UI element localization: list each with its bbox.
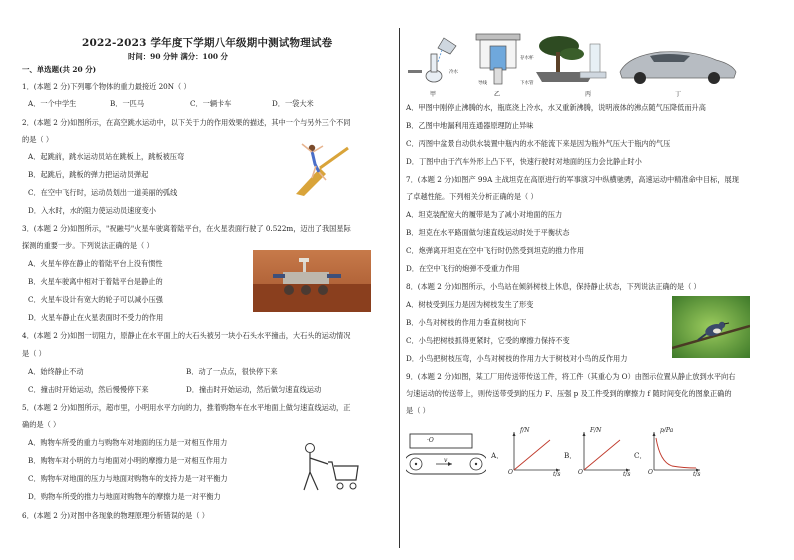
bonsai-figure — [536, 36, 606, 82]
diver-figure — [290, 138, 352, 198]
q8-option-c: C．小鸟把树枝抓得更紧时，它受的摩擦力保持不变 — [406, 336, 570, 345]
car-figure — [620, 52, 736, 84]
q4-option-c: C．撞击时开始运动，然后慢慢停下来 — [28, 385, 149, 394]
q3-stem: 3．(本题 2 分)如图所示，"祝融号"火星车驶离着陆平台，在火星表面行驶了 0.522m，迈出了我国星际 — [22, 224, 351, 233]
fig-small-cup: 存水杯 — [520, 56, 534, 61]
conveyor-belt-figure — [406, 428, 486, 478]
belt-centroid-label: ·O — [427, 437, 434, 444]
fig-label-ding: 丁 — [675, 91, 682, 98]
q2-option-d: D．入水时，水的阻力使运动员速度变小 — [28, 206, 156, 215]
graph-b-origin: O — [578, 469, 583, 476]
graph-c-x-label: t/s — [693, 471, 701, 478]
bird-on-branch-photo — [672, 296, 750, 358]
q8-option-b: B．小鸟对树枝的作用力垂直树枝向下 — [406, 318, 527, 327]
belt-velocity-label: v — [444, 457, 448, 464]
q5-option-a: A．购物车所受的重力与购物车对地面的压力是一对相互作用力 — [28, 438, 228, 447]
q8-option-d: D．小鸟把树枝压弯，小鸟对树枝的作用力大于树枝对小鸟的反作用力 — [406, 354, 628, 363]
q4-stem-cont: 是（ ） — [22, 349, 46, 358]
q7-stem: 7．(本题 2 分)如图产 99A 主战坦克在高原进行的军事演习中纵横驰骋，高速运动中精准命中目标，展现 — [406, 175, 739, 184]
q4-stem: 4．(本题 2 分)如图一切阻力，原静止在水平面上的大石头被另一块小石头水平撞击，大石头的运动情况 — [22, 331, 351, 340]
q7-option-a: A．坦克装配宽大的履带是为了减小对地面的压力 — [406, 210, 563, 219]
q2-stem: 2．(本题 2 分)如图所示，在高空跳水运动中，以下关于力的作用效果的描述，其中一个与另外三个不同 — [22, 118, 351, 127]
q4-option-a: A．始终静止不动 — [28, 367, 84, 376]
floor-drain-figure — [476, 34, 520, 84]
q9-option-a: A． — [491, 451, 504, 460]
graph-b-y-label: F/N — [590, 427, 602, 434]
q1-option-a: A．一个中学生 — [28, 99, 77, 108]
q6-figures — [404, 32, 744, 92]
q3-option-d: D．火星车静止在火星表面时不受力的作用 — [28, 313, 164, 322]
q2-option-b: B．起跳后，跳板的弹力把运动员弹起 — [28, 170, 149, 179]
q7-option-c: C．炮弹离开坦克在空中飞行时仍然受到坦克的推力作用 — [406, 246, 585, 255]
q1-stem: 1．(本题 2 分)下列哪个物体的重力最接近 20N（ ） — [22, 82, 191, 91]
q9-stem: 9．(本题 2 分)如图，某工厂用传送带传送工件，将工件（其重心为 O）由图示位置从静止放到水平向右 — [406, 372, 736, 381]
fig-label-jia: 甲 — [430, 91, 437, 98]
q9-stem-cont: 匀速运动的传送带上，则传送带受到的压力 F、压强 p 及工件受到的摩擦力 f 随时间变化的图象正确的 — [406, 389, 732, 398]
fig-small-wire: 导线 — [478, 81, 487, 86]
fig-small-cold-water: 冷水 — [449, 70, 458, 75]
q4-option-b: B．动了一点点，很快停下来 — [186, 367, 278, 376]
fig-label-yi: 乙 — [494, 91, 501, 98]
fig-label-bing: 丙 — [585, 91, 592, 98]
q8-option-a: A．树枝受到压力是因为树枝发生了形变 — [406, 300, 534, 309]
q9-option-b: B． — [564, 451, 577, 460]
exam-title: 2022-2023 学年度下学期八年级期中测试物理试卷 — [82, 37, 333, 49]
q9-stem-cont2: 是（ ） — [406, 406, 430, 415]
q2-option-c: C．在空中飞行时，运动员划出一道美丽的弧线 — [28, 188, 178, 197]
exam-subtitle: 时间：90 分钟 满分：100 分 — [128, 52, 228, 61]
graph-a-x-label: t/s — [553, 471, 561, 478]
q2-stem-cont: 的是（ ） — [22, 135, 54, 144]
q6-stem: 6．(本题 2 分)对图中各现象的物理原理分析错误的是（ ） — [22, 511, 209, 520]
q8-stem: 8．(本题 2 分)如图所示，小鸟站在倾斜树枝上休息，保持静止状态，下列说法正确的是（ ） — [406, 282, 701, 291]
q5-stem: 5．(本题 2 分)如图所示，超市里，小明用水平方向的力，推着购物车在水平地面上做匀速直线运动，正 — [22, 403, 351, 412]
q6-option-d: D．丁图中由于汽车外形上凸下平，快速行驶时对地面的压力会比静止时小 — [406, 157, 642, 166]
q1-option-c: C．一辆卡车 — [190, 99, 232, 108]
graph-c-y-label: p/Pa — [660, 427, 674, 434]
q3-stem-cont: 探测的重要一步。下列说法正确的是（ ） — [22, 241, 154, 250]
graph-pressure-time — [648, 428, 704, 474]
q6-option-c: C．丙图中盆景自动供水装置中瓶内的水不能流下来是因为瓶外气压大于瓶内的气压 — [406, 139, 671, 148]
q5-option-d: D．购物车所受的推力与地面对购物车的摩擦力是一对平衡力 — [28, 492, 221, 501]
q6-option-b: B．乙图中地漏利用连通器原理防止异味 — [406, 121, 534, 130]
q7-option-d: D．在空中飞行的炮弹不受重力作用 — [406, 264, 520, 273]
graph-a-origin: O — [508, 469, 513, 476]
q3-option-c: C．火星车设计有宽大的轮子可以减小压强 — [28, 295, 163, 304]
q5-option-c: C．购物车对地面的压力与地面对购物车的支持力是一对平衡力 — [28, 474, 228, 483]
graph-b-x-label: t/s — [623, 471, 631, 478]
q5-option-b: B．购物车对小明的力与地面对小明的摩擦力是一对相互作用力 — [28, 456, 228, 465]
fig-small-pipe: 下水管 — [520, 81, 534, 86]
q9-option-c: C． — [634, 451, 647, 460]
q7-stem-cont: 了卓越性能。下列相关分析正确的是（ ） — [406, 192, 538, 201]
q3-option-b: B．火星车驶离中相对于着陆平台是静止的 — [28, 277, 163, 286]
q7-option-b: B．坦克在水平路面做匀速直线运动时处于平衡状态 — [406, 228, 570, 237]
q2-option-a: A．起跳前，跳水运动员站在跳板上，跳板被压弯 — [28, 152, 185, 161]
q3-option-a: A．火星车停在静止的着陆平台上没有惯性 — [28, 259, 163, 268]
q6-option-a: A．甲图中刚停止沸腾的水，瓶底浇上冷水，水又重新沸腾，说明液体的沸点随气压降低而升高 — [406, 103, 706, 112]
mars-rover-photo — [253, 250, 371, 312]
graph-a-y-label: f/N — [520, 427, 530, 434]
shopping-cart-figure — [298, 440, 362, 498]
q5-stem-cont: 确的是（ ） — [22, 420, 61, 429]
graph-c-origin: O — [648, 469, 653, 476]
graph-friction-time — [508, 428, 564, 474]
section-heading: 一、单选题(共 20 分) — [22, 65, 97, 74]
q4-option-d: D．撞击时开始运动，然后做匀速直线运动 — [186, 385, 322, 394]
q1-option-d: D．一袋大米 — [272, 99, 314, 108]
column-divider — [399, 28, 400, 548]
graph-force-time — [578, 428, 634, 474]
q1-option-b: B．一匹马 — [110, 99, 145, 108]
